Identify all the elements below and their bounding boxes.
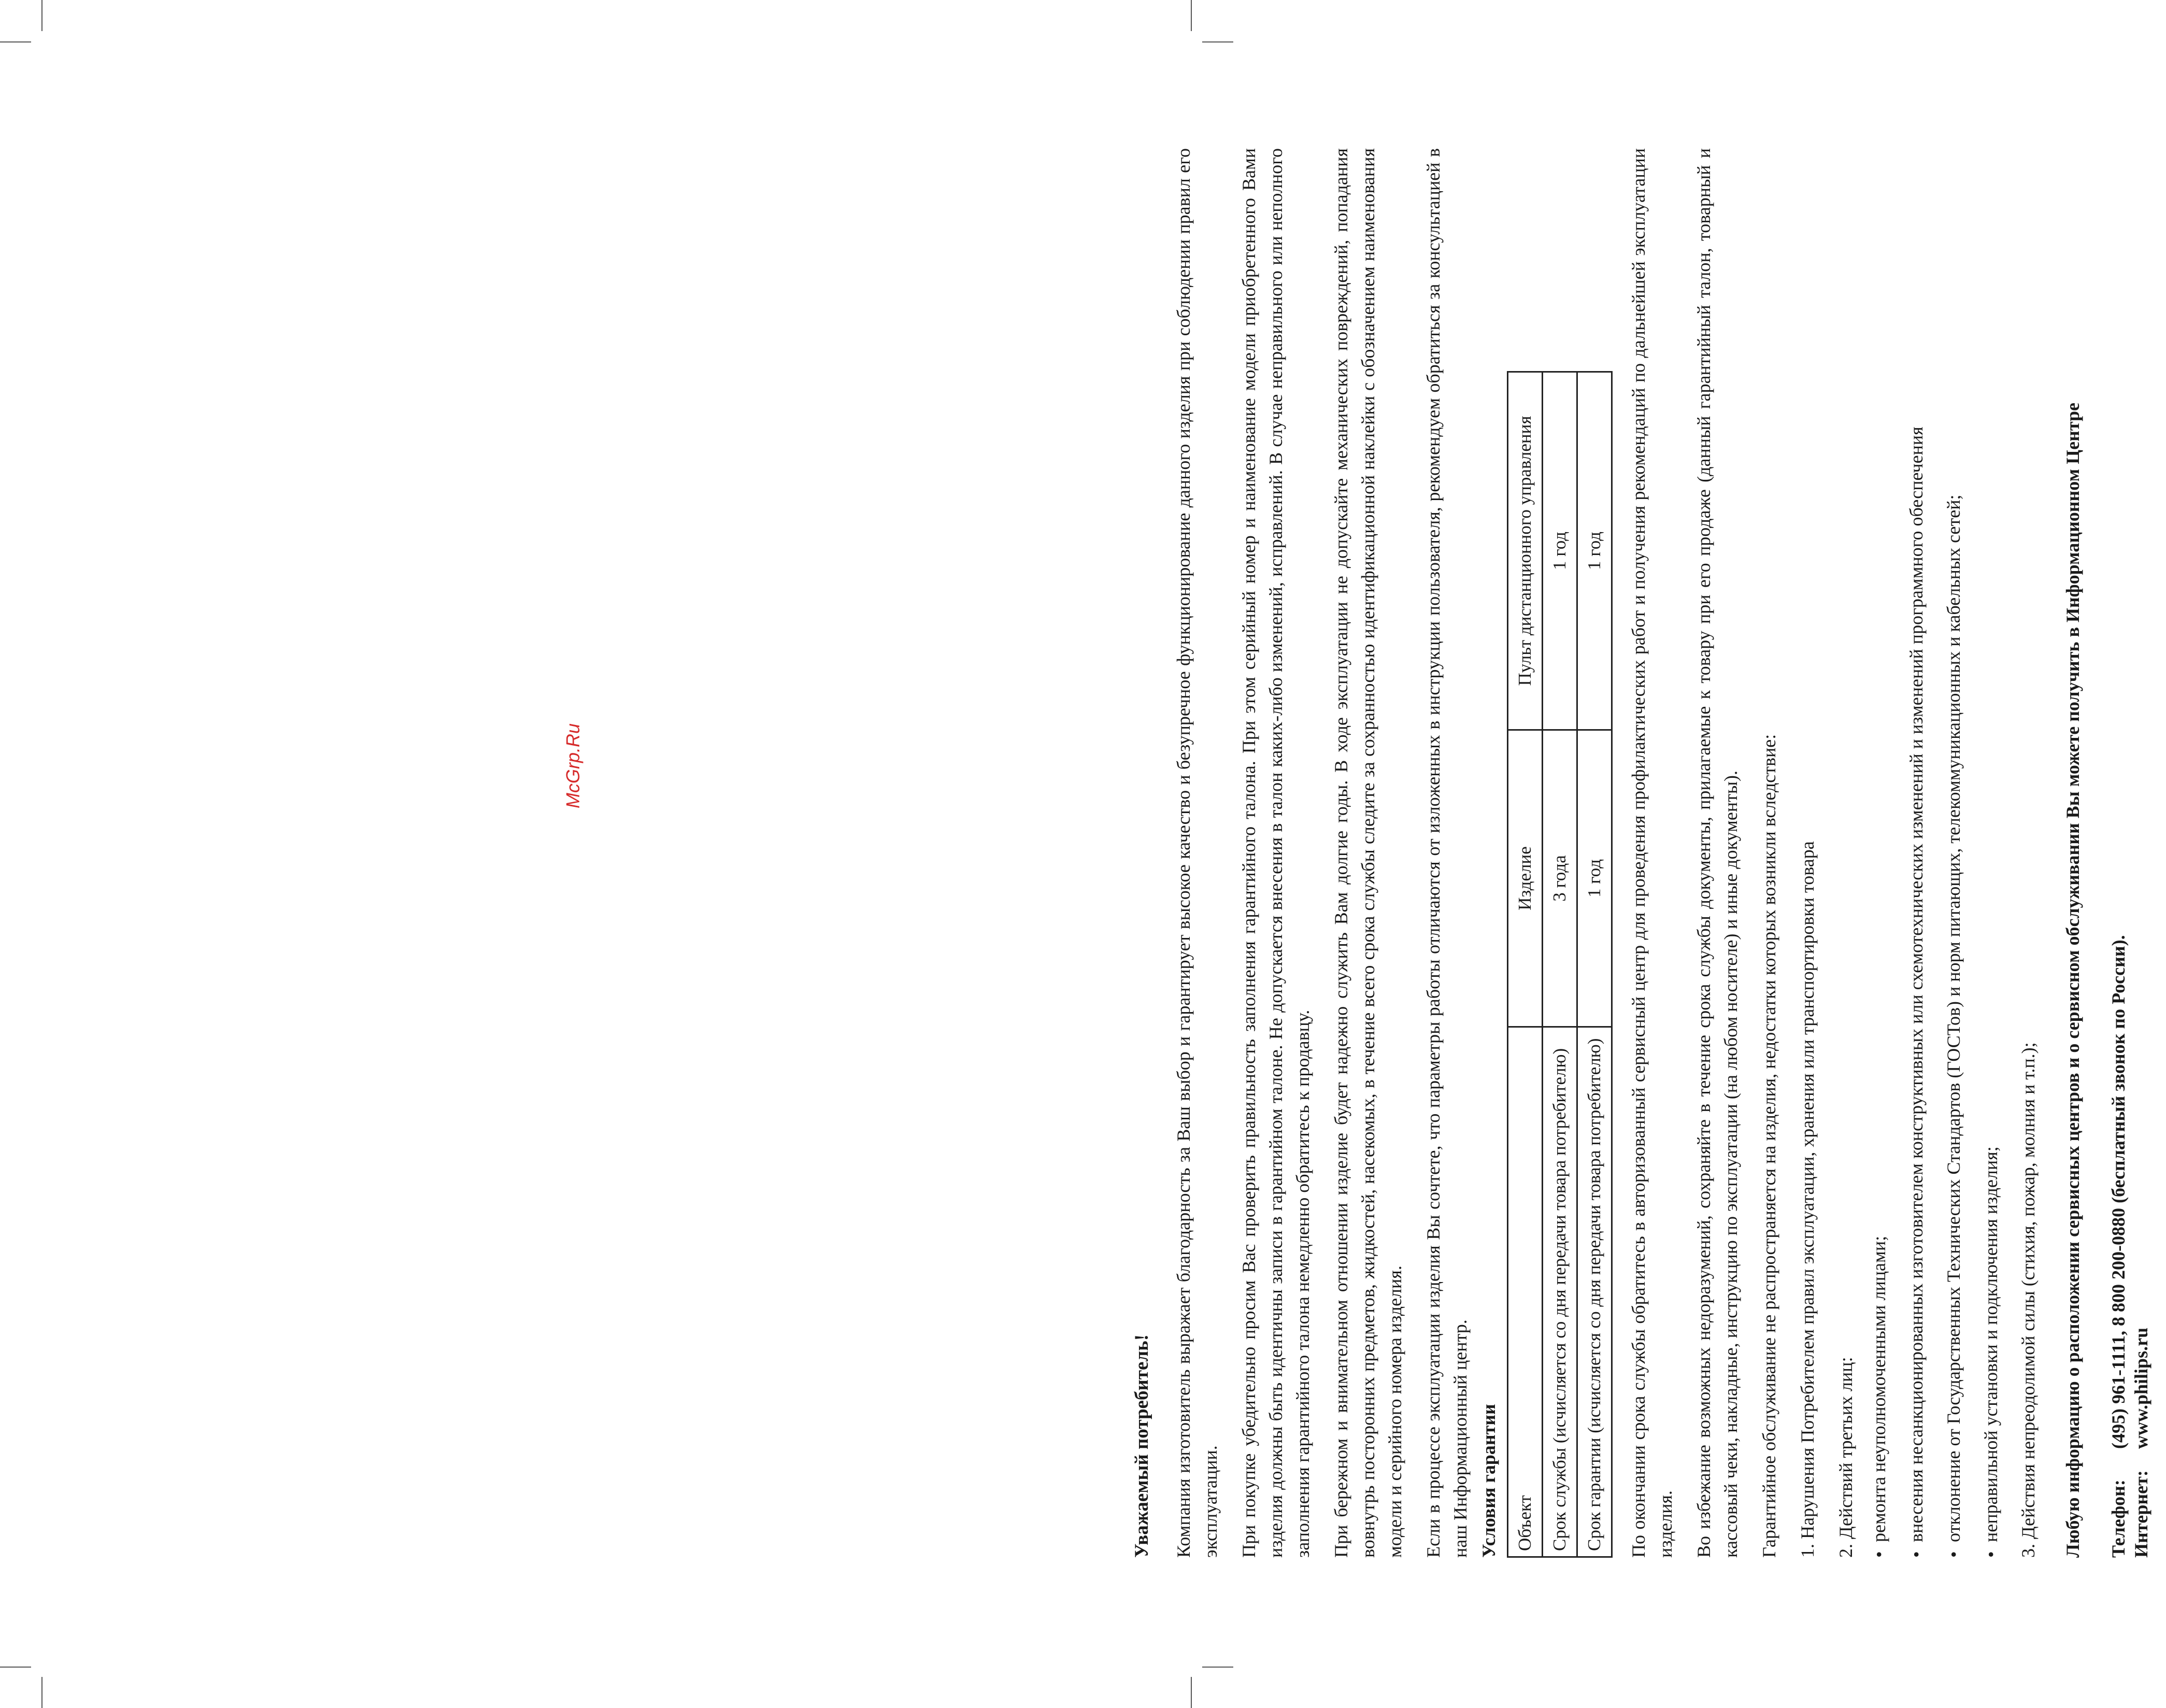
table-cell: Срок службы (исчисляется со дня передачи товара потребителю) (1543, 1027, 1577, 1557)
crop-mark (0, 1667, 31, 1668)
table-header-cell: Изделие (1508, 730, 1543, 1027)
watermark-logo: McGrp.Ru (562, 723, 583, 808)
list-item: • неправильной установки и подключения изделия; (1977, 148, 2004, 1558)
list-item: • отклонение от Государственных Технических Стандартов (ГОСТов) и норм питающих, телекоммуникационных и кабельных сетей; (1940, 148, 1967, 1558)
phone-label: Телефон: (2108, 1479, 2129, 1558)
third-party-list (1865, 148, 2004, 1558)
crop-mark (41, 1677, 42, 1708)
list-item: • ремонта неуполномоченными лицами; (1865, 148, 1892, 1558)
exclusion-item-1: 1. Нарушения Потребителем правил эксплуатации, хранения или транспортировки товара (1797, 841, 1818, 1558)
crop-mark (1191, 1677, 1192, 1708)
web-label: Интернет: (2131, 1470, 2151, 1558)
crop-mark (1202, 1667, 1233, 1668)
crop-mark (0, 41, 31, 42)
exclusion-item-3: 3. Действия непреодолимой силы (стихия, пожар, молния и т.п.); (2018, 1042, 2039, 1558)
crop-mark (1202, 41, 1233, 42)
table-cell: 1 год (1577, 372, 1612, 730)
web-link[interactable]: www.philips.ru (2131, 1327, 2151, 1449)
web-row (2130, 148, 2153, 1558)
table-header-cell: Пульт дистанционного управления (1508, 372, 1543, 730)
table-cell: 3 года (1543, 730, 1577, 1027)
paragraph-service-end: По окончании срока службы обратитесь в авторизованный сервисный центр для проведения профилактических работ и получения рекомендаций по дальнейшей эксплуатации изделия. (1628, 148, 1676, 1558)
table-row (1577, 372, 1612, 1557)
warranty-title: Условия гарантии (1478, 1404, 1499, 1558)
table-header-cell: Объект (1508, 1027, 1543, 1557)
paragraph-care: При бережном и внимательном отношении изделие будет надежно служить Вам долгие годы. В ходе эксплуатации не допускайте механических повреждений, попадания вовнутрь посторонних предметов, жидкостей, насекомых, в течение всего срока службы следите за сохранностью идентификационной наклейки с обозначением наименования модели и серийного номера изделия. (1331, 148, 1405, 1558)
crop-mark (41, 0, 42, 31)
paragraph-intro: Компания изготовитель выражает благодарность за Ваш выбор и гарантирует высокое качество и безупречное функционирование данного изделия при соблюдении правил его эксплуатации. (1173, 148, 1221, 1558)
page-heading: Уважаемый потребитель! (1131, 1334, 1152, 1558)
crop-mark (1191, 0, 1192, 31)
warranty-table (1507, 371, 1613, 1558)
paragraph-exclusions: Гарантийное обслуживание не распространяется на изделия, недостатки которых возникли вследствие: (1759, 734, 1779, 1558)
list-item: • внесения несанкционированных изготовителем конструктивных или схемотехнических изменений и изменений программного обеспечения (1903, 148, 1930, 1558)
paragraph-consult: Если в процессе эксплуатации изделия Вы сочтете, что параметры работы отличаются от изложенных в инструкции пользователя, рекомендуем обратиться за консультацией в наш Информационный центр. (1423, 148, 1471, 1558)
table-row (1543, 372, 1577, 1557)
info-line: Любую информацию о расположении сервисных центров и о сервисном обслуживании Вы можете получить в Информационном Центре (2062, 403, 2083, 1558)
table-cell: 1 год (1543, 372, 1577, 730)
phone-value: (495) 961-1111, 8 800 200-0880 (бесплатный звонок по России). (2108, 935, 2129, 1449)
table-header-row (1508, 372, 1543, 1557)
phone-row (2107, 148, 2130, 1558)
table-cell: 1 год (1577, 730, 1612, 1027)
warranty-page (1130, 148, 2166, 1558)
paragraph-purchase: При покупке убедительно просим Вас проверить правильность заполнения гарантийного талона. При этом серийный номер и наименование модели приобретенного Вами изделия должны быть идентичны записи в гарантийном талоне. Не допускается внесения в талон каких-либо изменений, исправлений. В случае неправильного или неполного заполнения гарантийного талона немедленно обратитесь к продавцу. (1238, 148, 1313, 1558)
table-cell: Срок гарантии (исчисляется со дня передачи товара потребителю) (1577, 1027, 1612, 1557)
contact-block (2107, 148, 2153, 1558)
exclusion-item-2: 2. Действий третьих лиц: (1835, 1357, 1856, 1558)
paragraph-documents: Во избежание возможных недоразумений, сохраняйте в течение срока службы документы, прилагаемые к товару при его продаже (данный гарантийный талон, товарный и кассовый чеки, накладные, инструкцию по эксплуатации (на любом носителе) и иные документы). (1693, 148, 1741, 1558)
